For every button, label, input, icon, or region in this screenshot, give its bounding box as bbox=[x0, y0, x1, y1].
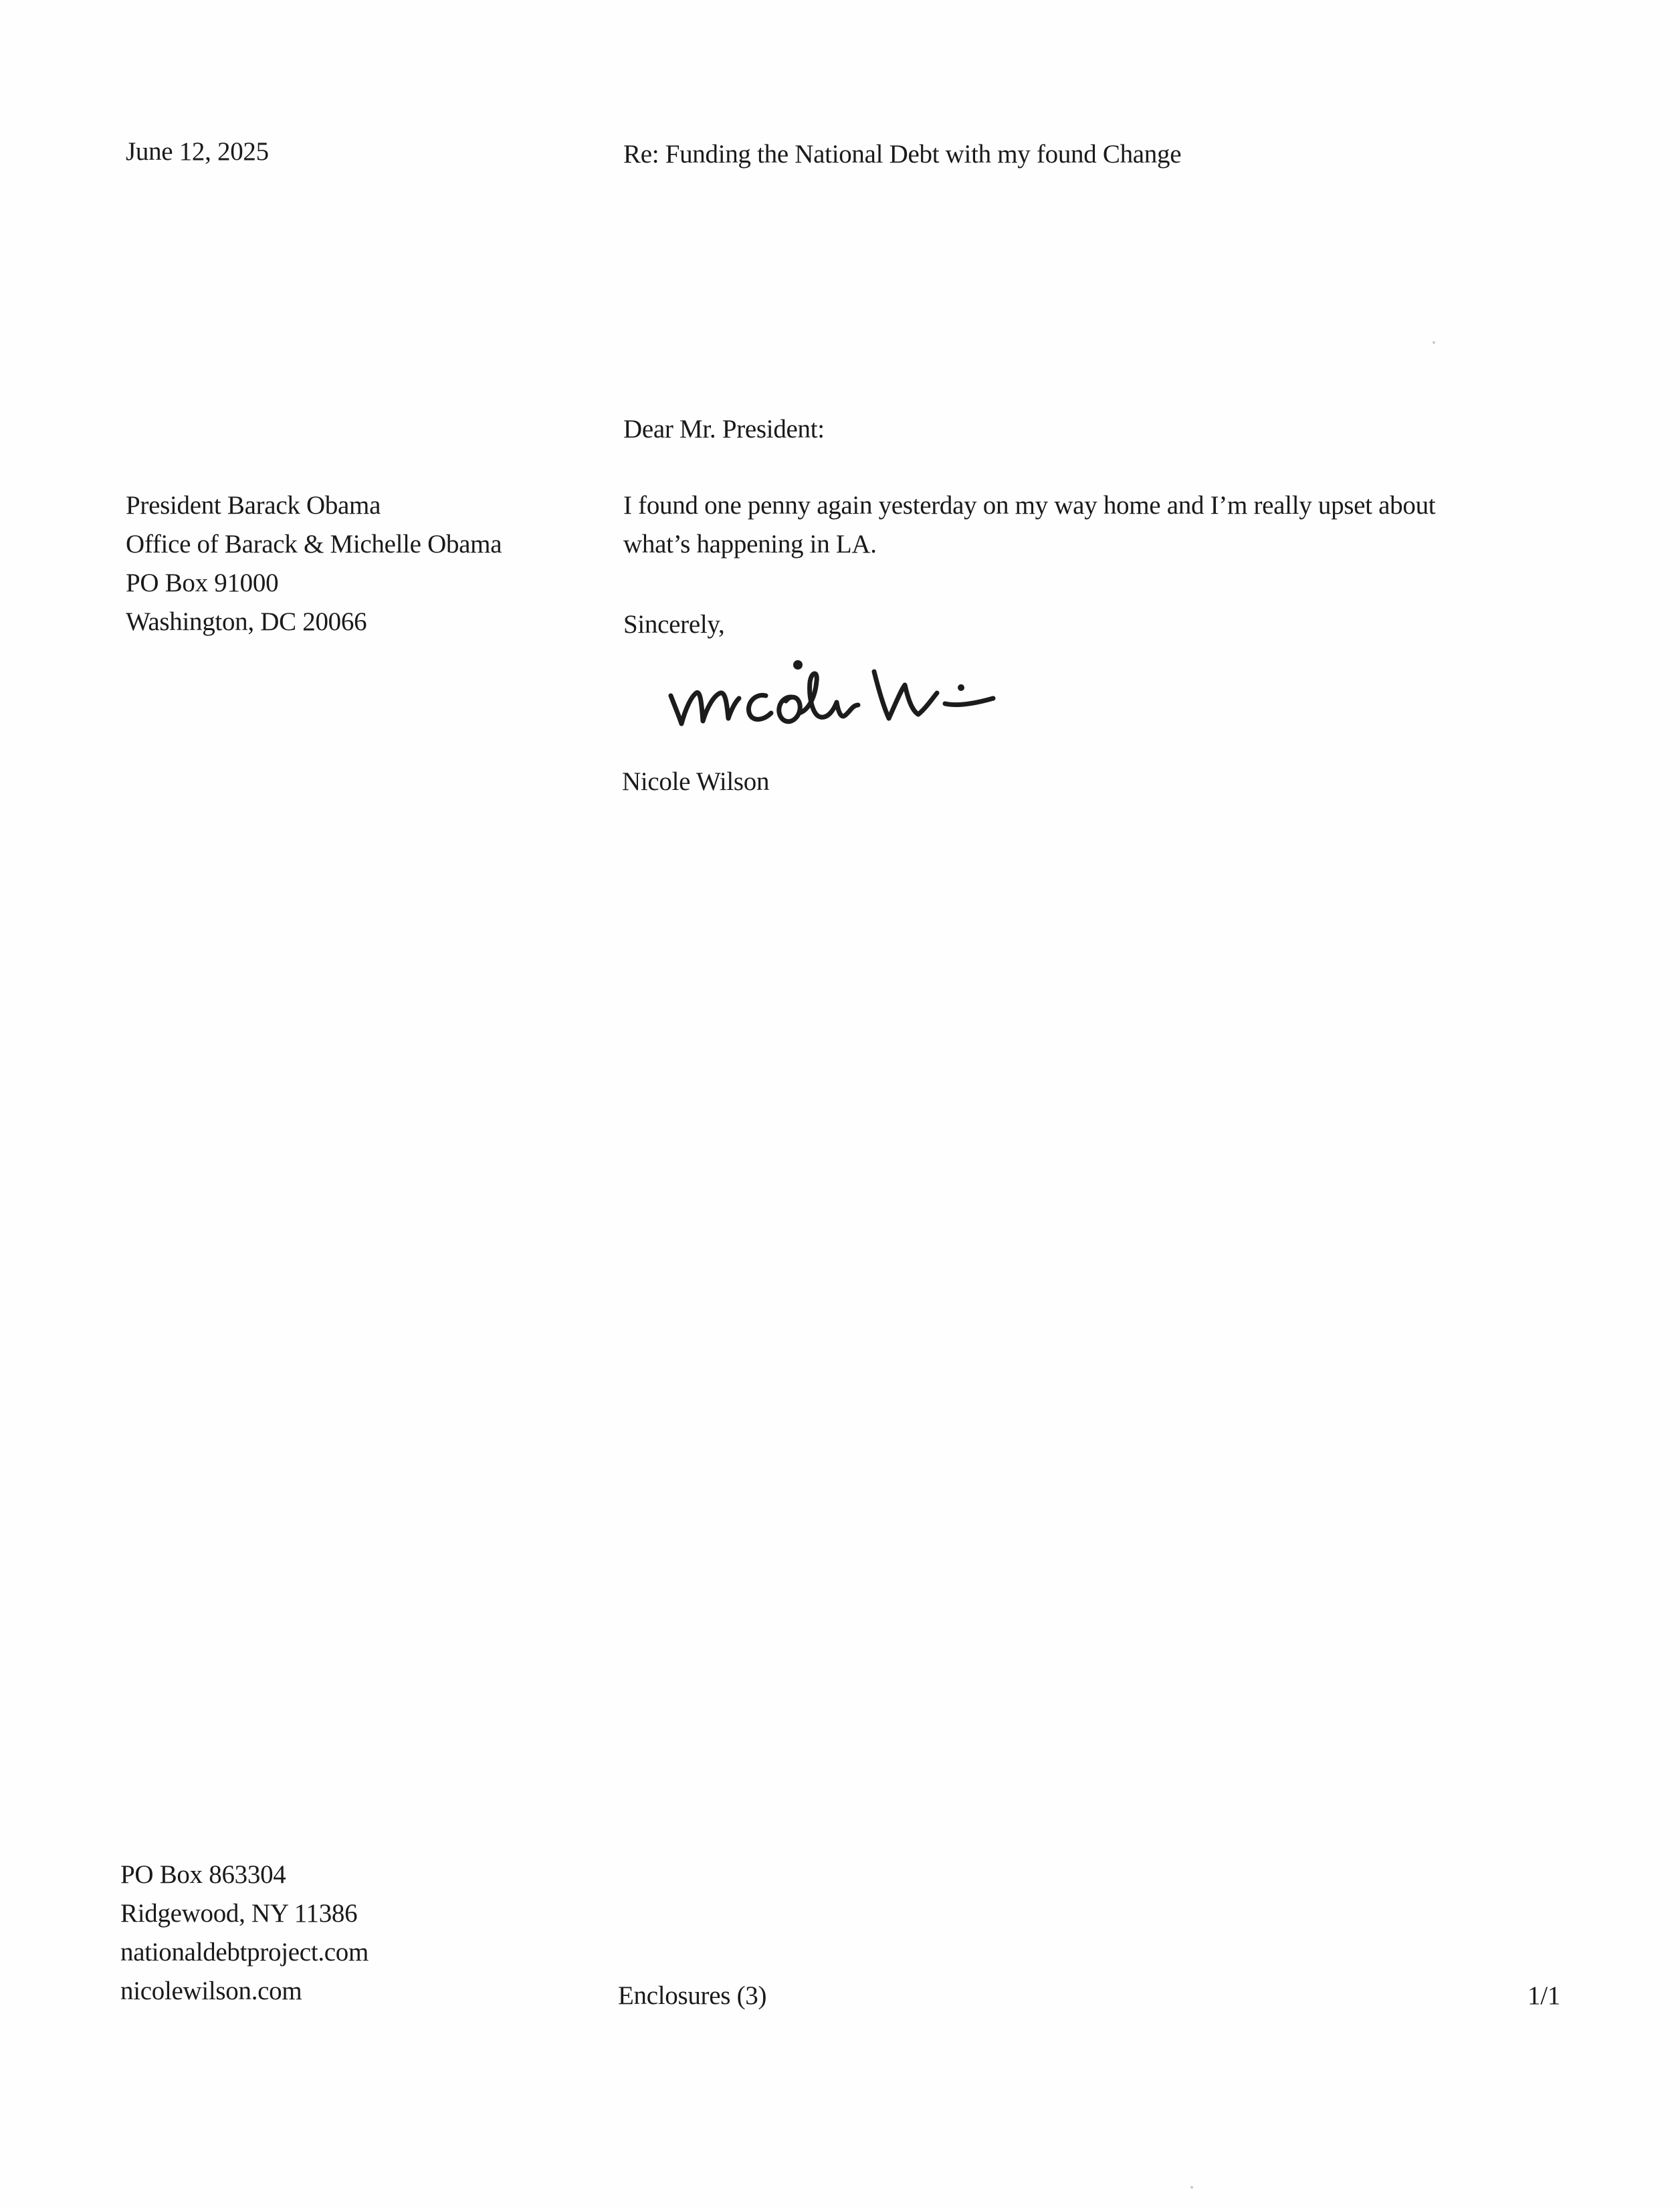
body-line: I found one penny again yesterday on my way home and I’m really upset about bbox=[623, 491, 1436, 520]
closing: Sincerely, bbox=[623, 610, 725, 639]
handwritten-signature bbox=[665, 649, 1000, 739]
scan-speck bbox=[1433, 341, 1435, 344]
sender-website: nicolewilson.com bbox=[120, 1977, 302, 2005]
body-line: what’s happening in LA. bbox=[623, 530, 877, 559]
sender-website: nationaldebtproject.com bbox=[120, 1938, 369, 1967]
scan-speck bbox=[1190, 2186, 1193, 2189]
letter-date: June 12, 2025 bbox=[126, 137, 269, 166]
sender-po-box: PO Box 863304 bbox=[120, 1860, 286, 1889]
signer-name: Nicole Wilson bbox=[622, 767, 770, 796]
salutation: Dear Mr. President: bbox=[623, 415, 825, 443]
sender-address bbox=[120, 1855, 369, 2011]
recipient-po-box: PO Box 91000 bbox=[126, 569, 279, 597]
recipient-name: President Barack Obama bbox=[126, 491, 381, 520]
letter-body bbox=[623, 486, 1435, 564]
recipient-address bbox=[126, 486, 502, 641]
sender-city: Ridgewood, NY 11386 bbox=[120, 1899, 358, 1928]
subject-line: Re: Funding the National Debt with my found Change bbox=[623, 140, 1182, 169]
recipient-city: Washington, DC 20066 bbox=[126, 607, 367, 636]
enclosures-note: Enclosures (3) bbox=[618, 1981, 767, 2010]
signature-strokes bbox=[671, 672, 993, 724]
page-number: 1/1 bbox=[1528, 1981, 1560, 2010]
recipient-office: Office of Barack & Michelle Obama bbox=[126, 530, 502, 559]
